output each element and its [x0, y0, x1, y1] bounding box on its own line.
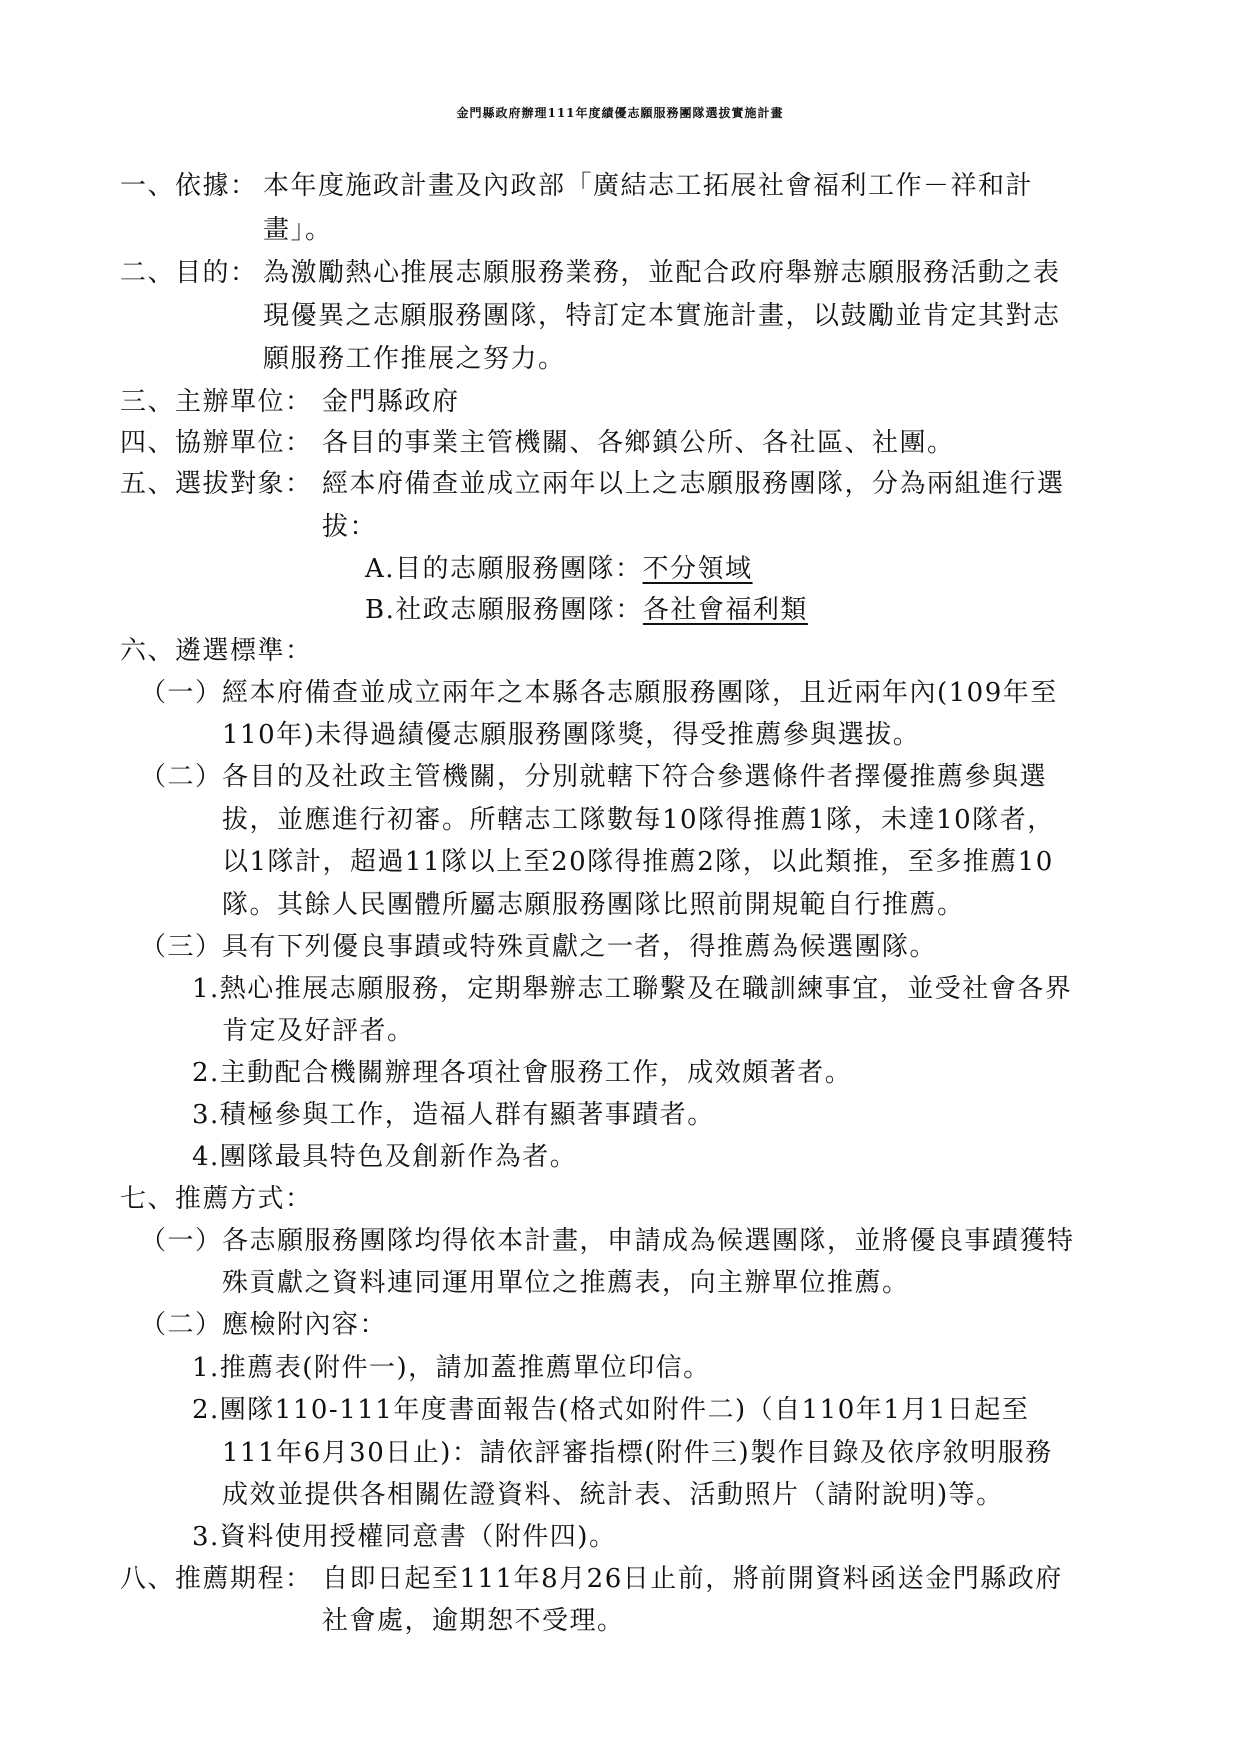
- section-2-text-line-3: 願服務工作推展之努力。: [263, 344, 566, 374]
- section-6-item-3-label: （三）: [140, 932, 223, 962]
- section-5-text-line-1: 經本府備查並成立兩年以上之志願服務團隊，分為兩組進行選: [322, 469, 1065, 499]
- section-1-text-line-2: 畫」。: [263, 215, 333, 245]
- section-1-text-line-1: 本年度施政計畫及內政部「廣結志工拓展社會福利工作－祥和計: [263, 171, 1034, 201]
- attachment-3: 3.資料使用授權同意書（附件四)。: [192, 1522, 617, 1552]
- section-2-label: 二、目的：: [120, 258, 258, 288]
- section-4-text: 各目的事業主管機關、各鄉鎮公所、各社區、社團。: [322, 428, 955, 458]
- section-6-item-2-line-1: 各目的及社政主管機關，分別就轄下符合參選條件者擇優推薦參與選: [222, 762, 1048, 792]
- group-b-prefix: 各: [642, 595, 671, 625]
- criterion-4: 4.團隊最具特色及創新作為者。: [192, 1142, 578, 1172]
- section-3-text: 金門縣政府: [322, 387, 460, 417]
- group-b-line: [365, 593, 808, 627]
- criterion-2: 2.主動配合機關辦理各項社會服務工作，成效頗著者。: [192, 1058, 853, 1088]
- section-8-text-line-2: 社會處，逾期恕不受理。: [322, 1606, 625, 1636]
- section-6-item-2-label: （二）: [140, 762, 223, 792]
- attachment-1: 1.推薦表(附件一)，請加蓋推薦單位印信。: [192, 1353, 711, 1383]
- section-7-item-2-label: （二）: [140, 1310, 223, 1340]
- section-6-item-1-line-2: 110年)未得過績優志願服務團隊獎，得受推薦參與選拔。: [222, 720, 921, 750]
- attachment-2-line-3: 成效並提供各相關佐證資料、統計表、活動照片（請附說明)等。: [222, 1480, 1004, 1510]
- section-8-label: 八、推薦期程：: [120, 1564, 313, 1594]
- section-6-label: 六、遴選標準：: [120, 636, 313, 666]
- document-title: 金門縣政府辦理111年度績優志願服務團隊選拔實施計畫: [456, 106, 784, 120]
- section-7-item-1-line-2: 殊貢獻之資料連同運用單位之推薦表，向主辦單位推薦。: [222, 1268, 910, 1298]
- section-1-label: 一、依據：: [120, 171, 258, 201]
- criterion-1-line-2: 肯定及好評者。: [222, 1016, 415, 1046]
- section-7-item-2-line-1: 應檢附內容：: [222, 1310, 388, 1340]
- section-5-label: 五、選拔對象：: [120, 469, 313, 499]
- section-2-text-line-1: 為激勵熱心推展志願服務業務，並配合政府舉辦志願服務活動之表: [263, 258, 1061, 288]
- section-6-item-1-line-1: 經本府備查並成立兩年之本縣各志願服務團隊，且近兩年內(109年至: [222, 678, 1058, 708]
- group-a-label: A.目的志願服務團隊：: [365, 554, 643, 584]
- group-b-value: 社會福利類: [670, 595, 808, 625]
- section-8-text-line-1: 自即日起至111年8月26日止前，將前開資料函送金門縣政府: [322, 1564, 1063, 1594]
- section-2-text-line-2: 現優異之志願服務團隊，特訂定本實施計畫，以鼓勵並肯定其對志: [263, 301, 1061, 331]
- group-a-line: [365, 552, 753, 586]
- group-a-value: 不分領域: [642, 554, 753, 584]
- section-7-item-1-line-1: 各志願服務團隊均得依本計畫，申請成為候選團隊，並將優良事蹟獲特: [222, 1226, 1075, 1256]
- criterion-1-line-1: 1.熱心推展志願服務，定期舉辦志工聯繫及在職訓練事宜，並受社會各界: [192, 974, 1073, 1004]
- section-7-label: 七、推薦方式：: [120, 1184, 313, 1214]
- section-6-item-1-label: （一）: [140, 678, 223, 708]
- group-b-label: B.社政志願服務團隊：: [365, 595, 643, 625]
- attachment-2-line-1: 2.團隊110-111年度書面報告(格式如附件二)（自110年1月1日起至: [192, 1395, 1030, 1425]
- section-6-item-3-line-1: 具有下列優良事蹟或特殊貢獻之一者，得推薦為候選團隊。: [222, 932, 938, 962]
- criterion-3: 3.積極參與工作，造福人群有顯著事蹟者。: [192, 1100, 715, 1130]
- section-6-item-2-line-2: 拔，並應進行初審。所轄志工隊數每10隊得推薦1隊，未達10隊者，: [222, 805, 1055, 835]
- section-7-item-1-label: （一）: [140, 1226, 223, 1256]
- section-3-label: 三、主辦單位：: [120, 387, 313, 417]
- attachment-2-line-2: 111年6月30日止)：請依評審指標(附件三)製作目錄及依序敘明服務: [222, 1438, 1053, 1468]
- section-6-item-2-line-4: 隊。其餘人民團體所屬志願服務團隊比照前開規範自行推薦。: [222, 890, 965, 920]
- section-5-text-line-2: 拔：: [322, 512, 378, 542]
- section-4-label: 四、協辦單位：: [120, 428, 313, 458]
- section-6-item-2-line-3: 以1隊計，超過11隊以上至20隊得推薦2隊，以此類推，至多推薦10: [222, 847, 1054, 877]
